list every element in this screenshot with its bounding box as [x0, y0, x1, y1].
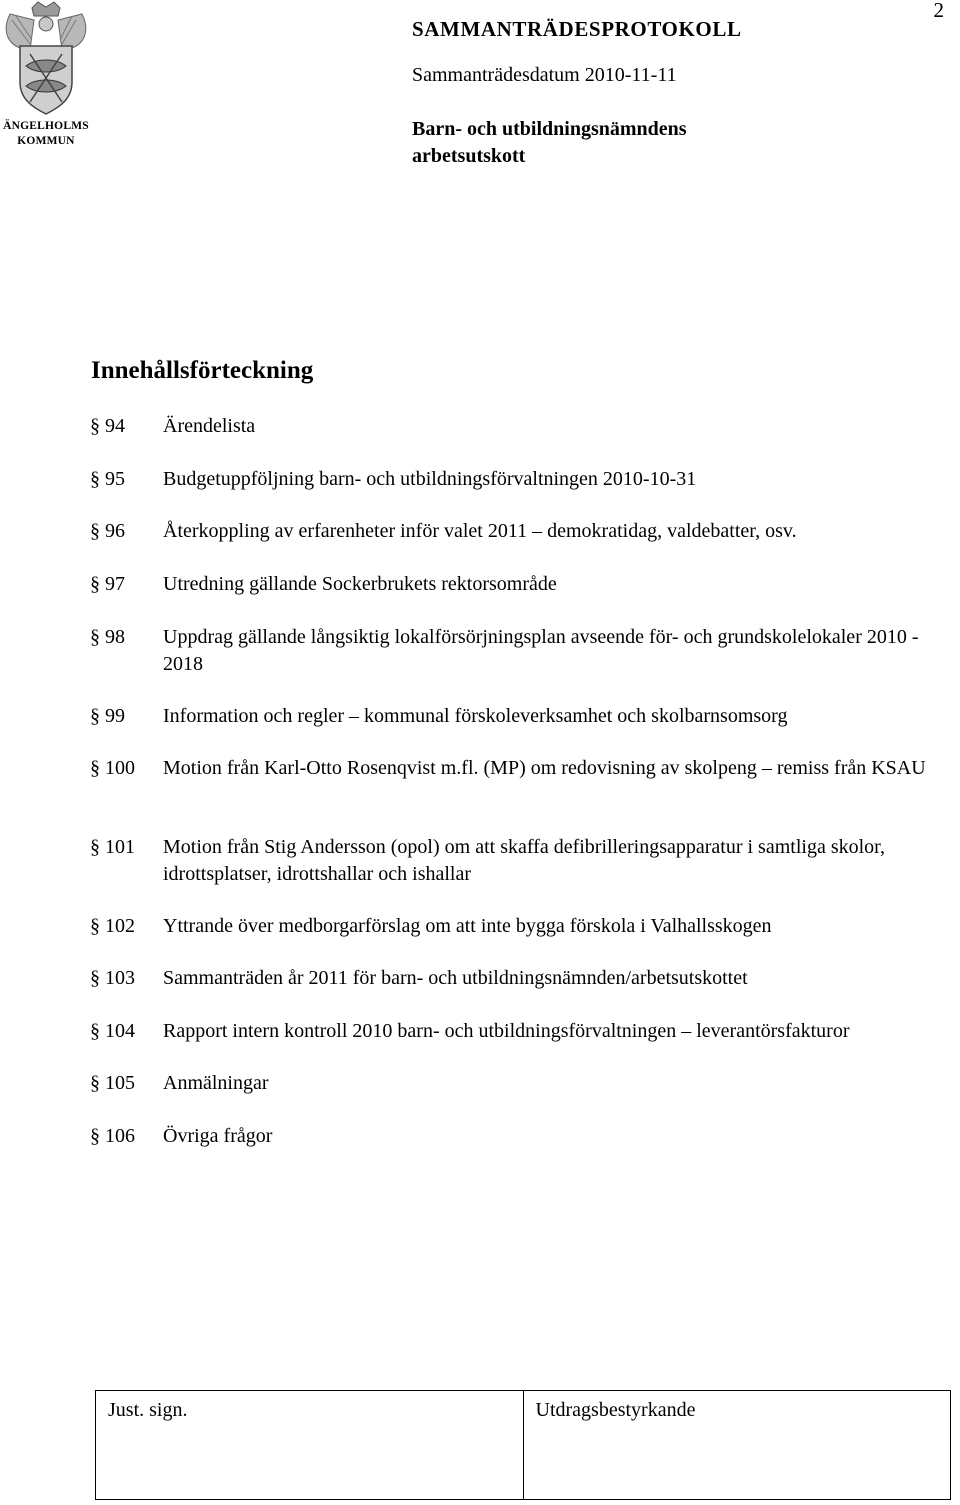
toc-section-number: § 106	[90, 1125, 135, 1147]
toc-section-number: § 98	[90, 626, 125, 648]
toc-section-number: § 101	[90, 836, 135, 858]
certification-label: Utdragsbestyrkande	[535, 1399, 696, 1421]
toc-item-text: Sammanträden år 2011 för barn- och utbildningsnämnden/arbetsutskottet	[163, 967, 748, 989]
certification-cell	[523, 1391, 951, 1499]
document-title: SAMMANTRÄDESPROTOKOLL	[412, 17, 742, 41]
toc-heading: Innehållsförteckning	[91, 357, 314, 384]
toc-item	[90, 413, 950, 440]
meeting-date: Sammanträdesdatum 2010-11-11	[412, 64, 677, 86]
toc-item	[90, 755, 950, 782]
toc-section-number: § 105	[90, 1072, 135, 1094]
toc-section-number: § 95	[90, 468, 125, 490]
toc-item	[90, 518, 950, 545]
toc-item	[90, 466, 950, 493]
toc-section-number: § 96	[90, 520, 125, 542]
toc-item-text: Återkoppling av erfarenheter inför valet 2011 – demokratidag, valdebatter, osv.	[163, 520, 797, 542]
committee-name	[412, 116, 687, 170]
toc-item-text: Yttrande över medborgarförslag om att inte bygga förskola i Valhallsskogen	[163, 915, 772, 937]
toc-section-number: § 102	[90, 915, 135, 937]
toc-section-number: § 99	[90, 705, 125, 727]
toc-item-text: Motion från Karl-Otto Rosenqvist m.fl. (MP) om redovisning av skolpeng – remiss från KSAU	[163, 757, 926, 779]
committee-name-line2: arbetsutskott	[412, 145, 526, 167]
toc-item-text: Budgetuppföljning barn- och utbildningsförvaltningen 2010-10-31	[163, 468, 697, 490]
logo-text-line2: KOMMUN	[17, 135, 75, 147]
toc-item	[90, 913, 950, 940]
toc-item	[90, 624, 950, 678]
toc-item	[90, 1123, 950, 1150]
toc-item	[90, 834, 950, 888]
toc-item-text: Rapport intern kontroll 2010 barn- och utbildningsförvaltningen – leverantörsfakturor	[163, 1020, 850, 1042]
toc-section-number: § 97	[90, 573, 125, 595]
toc-section-number: § 100	[90, 757, 135, 779]
signature-label: Just. sign.	[108, 1399, 188, 1421]
municipality-logo	[0, 0, 92, 152]
signature-cell	[96, 1391, 523, 1499]
toc-item-text: Anmälningar	[163, 1072, 269, 1094]
toc-item	[90, 703, 950, 730]
toc-item-text: Utredning gällande Sockerbrukets rektorsområde	[163, 573, 557, 595]
toc-item-text: Övriga frågor	[163, 1125, 273, 1147]
logo-text-line1: ÄNGELHOLMS	[3, 120, 89, 132]
coat-of-arms-icon	[0, 0, 92, 118]
toc-section-number: § 104	[90, 1020, 135, 1042]
toc-section-number: § 103	[90, 967, 135, 989]
page-number: 2	[933, 0, 944, 22]
toc-item	[90, 965, 950, 992]
toc-item	[90, 1070, 950, 1097]
toc-section-number: § 94	[90, 415, 125, 437]
toc-item	[90, 1018, 950, 1045]
toc-item-text: Uppdrag gällande långsiktig lokalförsörjningsplan avseende för- och grundskolelokaler 2010 - 2018	[163, 626, 919, 675]
committee-name-line1: Barn- och utbildningsnämndens	[412, 118, 687, 140]
toc-item-text: Ärendelista	[163, 415, 256, 437]
signature-box	[95, 1390, 951, 1500]
toc-item-text: Information och regler – kommunal förskoleverksamhet och skolbarnsomsorg	[163, 705, 788, 727]
toc-item	[90, 571, 950, 598]
toc-item-text: Motion från Stig Andersson (opol) om att skaffa defibrilleringsapparatur i samtliga skolor, idrottsplatser, idrottshallar och ishallar	[163, 836, 886, 885]
